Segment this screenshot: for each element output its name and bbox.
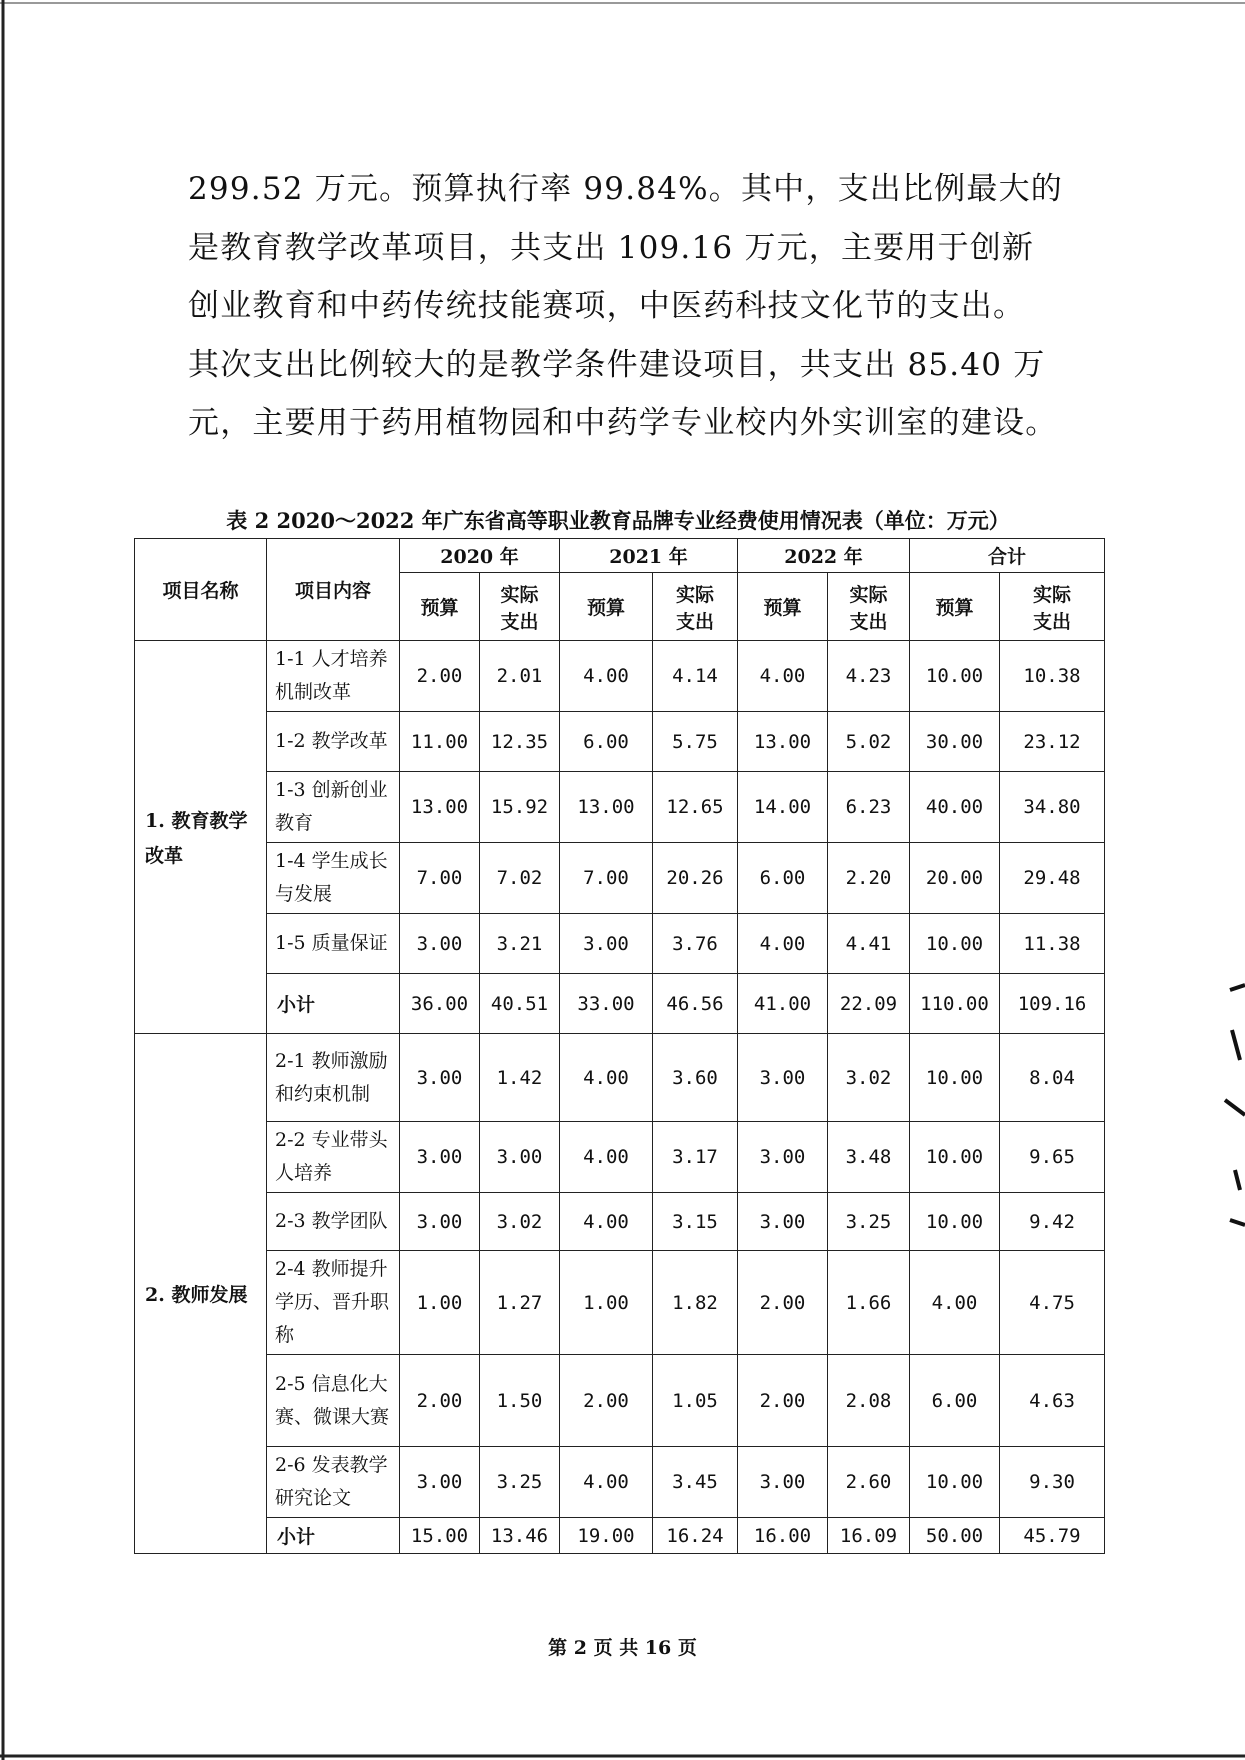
subtotal-amount-cell: 16.24 bbox=[653, 1518, 738, 1554]
item-content-cell: 2-4 教师提升学历、晋升职称 bbox=[267, 1251, 400, 1355]
table-row bbox=[135, 712, 1105, 772]
amount-cell: 4.75 bbox=[1000, 1251, 1105, 1355]
amount-cell: 10.00 bbox=[910, 1122, 1000, 1193]
paragraph-line: 299.52 万元。预算执行率 99.84%。其中，支出比例最大的 bbox=[188, 171, 1063, 207]
amount-cell: 3.02 bbox=[480, 1193, 560, 1251]
project-name-cell bbox=[135, 1034, 267, 1554]
amount-cell: 3.60 bbox=[653, 1034, 738, 1122]
paragraph-line: 其次支出比例较大的是教学条件建设项目，共支出 85.40 万 bbox=[188, 346, 1046, 383]
subtotal-amount-cell: 16.00 bbox=[738, 1518, 828, 1554]
amount-cell: 4.00 bbox=[560, 1193, 653, 1251]
amount-cell: 30.00 bbox=[910, 712, 1000, 772]
amount-cell: 3.25 bbox=[480, 1447, 560, 1518]
amount-cell: 2.00 bbox=[560, 1355, 653, 1447]
amount-cell: 10.00 bbox=[910, 641, 1000, 712]
amount-cell: 6.00 bbox=[910, 1355, 1000, 1447]
amount-cell: 1.00 bbox=[560, 1251, 653, 1355]
amount-cell: 3.48 bbox=[828, 1122, 910, 1193]
amount-cell: 12.35 bbox=[480, 712, 560, 772]
amount-cell: 3.00 bbox=[480, 1122, 560, 1193]
item-content-cell: 2-5 信息化大赛、微课大赛 bbox=[267, 1355, 400, 1447]
subtotal-amount-cell: 109.16 bbox=[1000, 974, 1105, 1034]
subtotal-label: 小计 bbox=[267, 1518, 400, 1554]
table-row bbox=[135, 641, 1105, 712]
amount-cell: 13.00 bbox=[738, 712, 828, 772]
amount-cell: 12.65 bbox=[653, 772, 738, 843]
amount-cell: 3.15 bbox=[653, 1193, 738, 1251]
amount-cell: 2.20 bbox=[828, 843, 910, 914]
table-row bbox=[135, 1447, 1105, 1518]
header-budget: 预算 bbox=[560, 573, 653, 641]
subtotal-row bbox=[135, 1518, 1105, 1554]
header-year-2021: 2021 年 bbox=[560, 539, 738, 573]
amount-cell: 40.00 bbox=[910, 772, 1000, 843]
amount-cell: 3.00 bbox=[400, 1122, 480, 1193]
header-actual-line2: 支出 bbox=[500, 610, 539, 633]
header-total: 合计 bbox=[910, 539, 1105, 573]
amount-cell: 4.00 bbox=[738, 914, 828, 974]
header-actual-line2: 支出 bbox=[1033, 610, 1072, 633]
subtotal-amount-cell: 46.56 bbox=[653, 974, 738, 1034]
amount-cell: 3.45 bbox=[653, 1447, 738, 1518]
item-content-cell: 2-1 教师激励和约束机制 bbox=[267, 1034, 400, 1122]
table-row bbox=[135, 1034, 1105, 1122]
amount-cell: 10.00 bbox=[910, 1034, 1000, 1122]
amount-cell: 7.02 bbox=[480, 843, 560, 914]
subtotal-row bbox=[135, 974, 1105, 1034]
project-name-cell bbox=[135, 641, 267, 1034]
item-content-cell: 1-3 创新创业教育 bbox=[267, 772, 400, 843]
subtotal-amount-cell: 40.51 bbox=[480, 974, 560, 1034]
subtotal-amount-cell: 36.00 bbox=[400, 974, 480, 1034]
amount-cell: 1.27 bbox=[480, 1251, 560, 1355]
amount-cell: 3.00 bbox=[400, 914, 480, 974]
amount-cell: 13.00 bbox=[560, 772, 653, 843]
amount-cell: 3.17 bbox=[653, 1122, 738, 1193]
amount-cell: 3.21 bbox=[480, 914, 560, 974]
subtotal-amount-cell: 33.00 bbox=[560, 974, 653, 1034]
amount-cell: 1.42 bbox=[480, 1034, 560, 1122]
amount-cell: 9.42 bbox=[1000, 1193, 1105, 1251]
subtotal-amount-cell: 45.79 bbox=[1000, 1518, 1105, 1554]
amount-cell: 2.00 bbox=[738, 1355, 828, 1447]
table-row bbox=[135, 1122, 1105, 1193]
amount-cell: 8.04 bbox=[1000, 1034, 1105, 1122]
paragraph-line: 元，主要用于药用植物园和中药学专业校内外实训室的建设。 bbox=[188, 405, 1058, 441]
paragraph-line: 创业教育和中药传统技能赛项，中医药科技文化节的支出。 bbox=[188, 288, 1026, 324]
header-actual-line1: 实际 bbox=[1033, 583, 1072, 606]
table-row bbox=[135, 1193, 1105, 1251]
amount-cell: 7.00 bbox=[400, 843, 480, 914]
amount-cell: 4.23 bbox=[828, 641, 910, 712]
amount-cell: 29.48 bbox=[1000, 843, 1105, 914]
amount-cell: 34.80 bbox=[1000, 772, 1105, 843]
amount-cell: 4.00 bbox=[560, 1122, 653, 1193]
amount-cell: 3.00 bbox=[738, 1034, 828, 1122]
amount-cell: 2.00 bbox=[400, 641, 480, 712]
amount-cell: 4.00 bbox=[738, 641, 828, 712]
body-paragraph bbox=[188, 160, 1108, 453]
amount-cell: 13.00 bbox=[400, 772, 480, 843]
amount-cell: 1.05 bbox=[653, 1355, 738, 1447]
amount-cell: 20.00 bbox=[910, 843, 1000, 914]
subtotal-amount-cell: 15.00 bbox=[400, 1518, 480, 1554]
amount-cell: 10.38 bbox=[1000, 641, 1105, 712]
table-caption: 表 2 2020～2022 年广东省高等职业教育品牌专业经费使用情况表（单位：万元） bbox=[226, 508, 1010, 533]
table-row bbox=[135, 1355, 1105, 1447]
amount-cell: 4.00 bbox=[560, 1034, 653, 1122]
header-actual-line1: 实际 bbox=[500, 583, 539, 606]
subtotal-label: 小计 bbox=[267, 974, 400, 1034]
header-project-name: 项目名称 bbox=[135, 539, 267, 641]
project-name-line1: 2. 教师发展 bbox=[145, 1284, 248, 1306]
amount-cell: 4.41 bbox=[828, 914, 910, 974]
item-content-cell: 2-2 专业带头人培养 bbox=[267, 1122, 400, 1193]
amount-cell: 3.00 bbox=[738, 1122, 828, 1193]
amount-cell: 5.75 bbox=[653, 712, 738, 772]
amount-cell: 2.08 bbox=[828, 1355, 910, 1447]
subtotal-amount-cell: 22.09 bbox=[828, 974, 910, 1034]
subtotal-amount-cell: 50.00 bbox=[910, 1518, 1000, 1554]
item-content-cell: 1-5 质量保证 bbox=[267, 914, 400, 974]
paragraph-line: 是教育教学改革项目，共支出 109.16 万元，主要用于创新 bbox=[188, 229, 1035, 266]
header-actual-line2: 支出 bbox=[675, 610, 714, 633]
amount-cell: 3.76 bbox=[653, 914, 738, 974]
amount-cell: 1.66 bbox=[828, 1251, 910, 1355]
amount-cell: 14.00 bbox=[738, 772, 828, 843]
amount-cell: 1.00 bbox=[400, 1251, 480, 1355]
table-row bbox=[135, 772, 1105, 843]
amount-cell: 7.00 bbox=[560, 843, 653, 914]
table-row bbox=[135, 843, 1105, 914]
amount-cell: 9.30 bbox=[1000, 1447, 1105, 1518]
amount-cell: 2.00 bbox=[738, 1251, 828, 1355]
amount-cell: 4.14 bbox=[653, 641, 738, 712]
amount-cell: 3.00 bbox=[400, 1447, 480, 1518]
subtotal-amount-cell: 19.00 bbox=[560, 1518, 653, 1554]
amount-cell: 3.00 bbox=[738, 1193, 828, 1251]
amount-cell: 9.65 bbox=[1000, 1122, 1105, 1193]
header-actual bbox=[480, 573, 560, 641]
subtotal-amount-cell: 16.09 bbox=[828, 1518, 910, 1554]
header-budget: 预算 bbox=[910, 573, 1000, 641]
header-actual bbox=[1000, 573, 1105, 641]
header-actual-line2: 支出 bbox=[849, 610, 888, 633]
amount-cell: 2.01 bbox=[480, 641, 560, 712]
item-content-cell: 2-6 发表教学研究论文 bbox=[267, 1447, 400, 1518]
header-actual-line1: 实际 bbox=[849, 583, 888, 606]
header-actual bbox=[828, 573, 910, 641]
item-content-cell: 1-4 学生成长与发展 bbox=[267, 843, 400, 914]
amount-cell: 4.00 bbox=[910, 1251, 1000, 1355]
amount-cell: 5.02 bbox=[828, 712, 910, 772]
amount-cell: 11.00 bbox=[400, 712, 480, 772]
amount-cell: 6.00 bbox=[560, 712, 653, 772]
amount-cell: 11.38 bbox=[1000, 914, 1105, 974]
header-actual-line1: 实际 bbox=[675, 583, 714, 606]
header-year-2022: 2022 年 bbox=[738, 539, 910, 573]
amount-cell: 20.26 bbox=[653, 843, 738, 914]
amount-cell: 10.00 bbox=[910, 1193, 1000, 1251]
subtotal-amount-cell: 13.46 bbox=[480, 1518, 560, 1554]
subtotal-amount-cell: 110.00 bbox=[910, 974, 1000, 1034]
table-row bbox=[135, 914, 1105, 974]
amount-cell: 2.60 bbox=[828, 1447, 910, 1518]
item-content-cell: 1-1 人才培养机制改革 bbox=[267, 641, 400, 712]
amount-cell: 4.63 bbox=[1000, 1355, 1105, 1447]
amount-cell: 4.00 bbox=[560, 1447, 653, 1518]
header-actual bbox=[653, 573, 738, 641]
table-row bbox=[135, 1251, 1105, 1355]
amount-cell: 4.00 bbox=[560, 641, 653, 712]
amount-cell: 3.00 bbox=[400, 1193, 480, 1251]
amount-cell: 23.12 bbox=[1000, 712, 1105, 772]
project-name-line1: 1. 教育教学 bbox=[145, 810, 248, 832]
header-budget: 预算 bbox=[738, 573, 828, 641]
header-year-2020: 2020 年 bbox=[400, 539, 560, 573]
amount-cell: 2.00 bbox=[400, 1355, 480, 1447]
header-budget: 预算 bbox=[400, 573, 480, 641]
amount-cell: 3.00 bbox=[560, 914, 653, 974]
budget-table bbox=[134, 538, 1105, 1554]
amount-cell: 3.00 bbox=[400, 1034, 480, 1122]
amount-cell: 1.50 bbox=[480, 1355, 560, 1447]
amount-cell: 10.00 bbox=[910, 1447, 1000, 1518]
item-content-cell: 2-3 教学团队 bbox=[267, 1193, 400, 1251]
project-name-line2: 改革 bbox=[145, 845, 184, 867]
page-number: 第 2 页 共 16 页 bbox=[548, 1637, 697, 1659]
amount-cell: 6.23 bbox=[828, 772, 910, 843]
amount-cell: 10.00 bbox=[910, 914, 1000, 974]
amount-cell: 3.00 bbox=[738, 1447, 828, 1518]
amount-cell: 6.00 bbox=[738, 843, 828, 914]
item-content-cell: 1-2 教学改革 bbox=[267, 712, 400, 772]
amount-cell: 3.25 bbox=[828, 1193, 910, 1251]
amount-cell: 1.82 bbox=[653, 1251, 738, 1355]
header-project-content: 项目内容 bbox=[267, 539, 400, 641]
subtotal-amount-cell: 41.00 bbox=[738, 974, 828, 1034]
amount-cell: 3.02 bbox=[828, 1034, 910, 1122]
amount-cell: 15.92 bbox=[480, 772, 560, 843]
